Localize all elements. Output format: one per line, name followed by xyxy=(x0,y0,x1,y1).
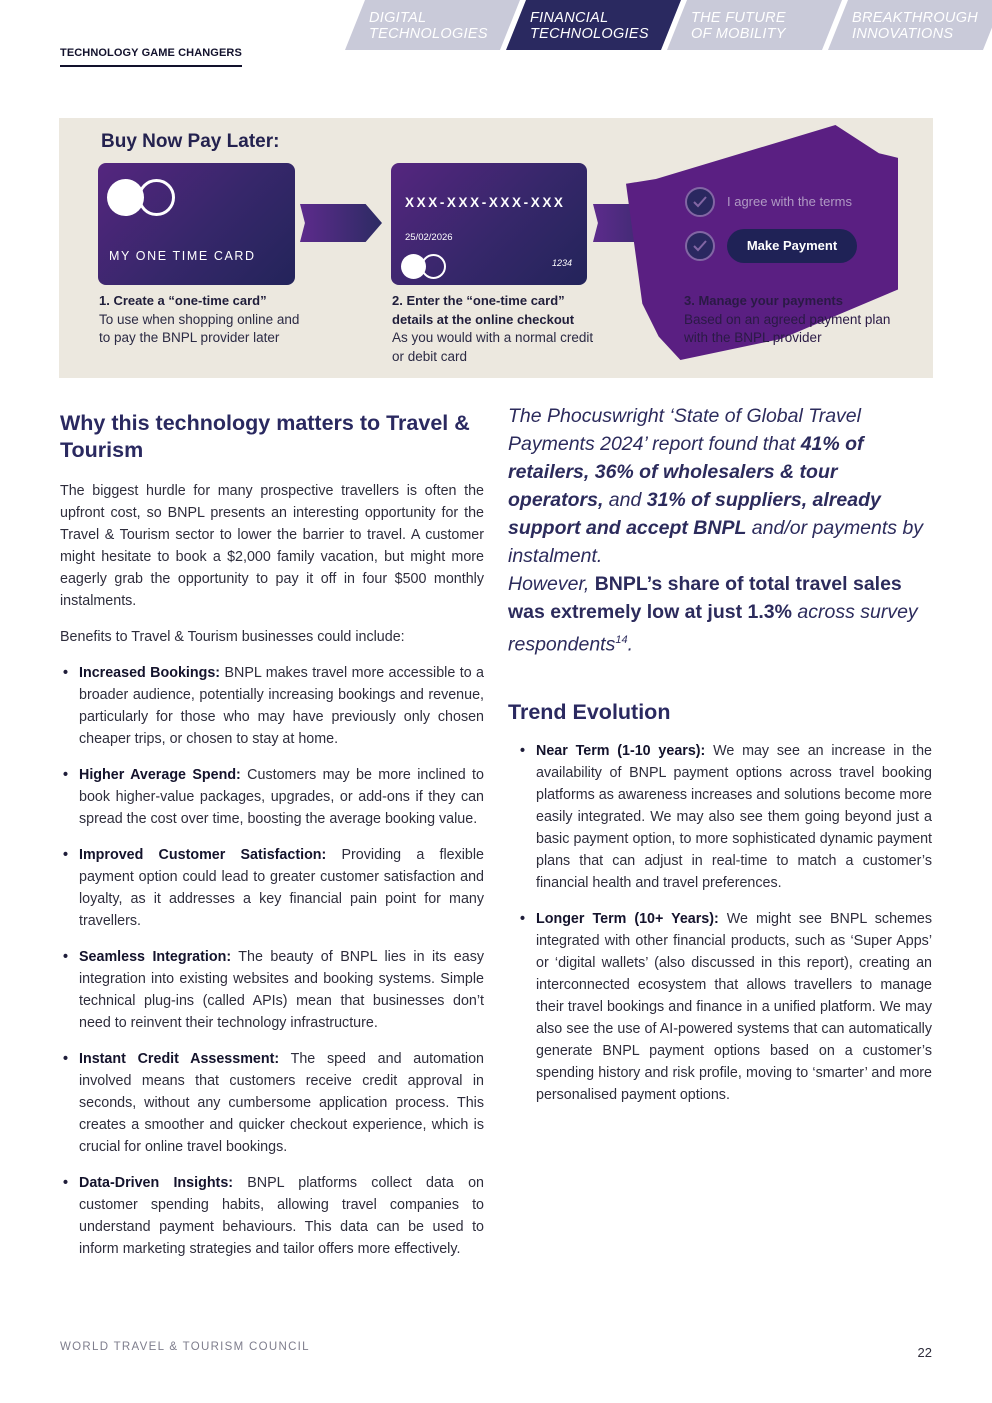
tab-financial-technologies[interactable] xyxy=(506,0,681,50)
trend-heading: Trend Evolution xyxy=(508,699,671,724)
why-intro-paragraph: The biggest hurdle for many prospective travellers is often the upfront cost, so BNPL presents an interesting opportunity for the Travel & Tourism sector to lower the barrier to travel. A customer might hesitate to book a $2,000 family vacation, but might more eagerly grab the opportunity to pay it off in four $500 monthly instalments. xyxy=(60,483,484,609)
tab-digital-technologies[interactable] xyxy=(345,0,520,50)
step-title: 1. Create a “one-time card” xyxy=(99,293,267,308)
benefits-list xyxy=(60,662,484,1260)
step-description: Based on an agreed payment plan with the BNPL provider xyxy=(684,311,891,345)
make-payment-button[interactable]: Make Payment xyxy=(727,229,857,263)
list-item: • Increased Bookings: BNPL makes travel more accessible to a broader audience, potentially increasing bookings and revenue, particularly for those who may have previously only chosen cheaper trips, or chosen to stay at home. xyxy=(60,662,484,750)
checkbox-check-icon[interactable] xyxy=(685,187,715,217)
step-1 xyxy=(99,292,314,348)
card-expiry-date: 25/02/2026 xyxy=(405,232,453,243)
card-code: 1234 xyxy=(551,258,572,268)
list-item: • Data-Driven Insights: BNPL platforms collect data on customer spending habits, allowing travel companies to understand payment behaviours. This data can be used to inform marketing strategies and tailor offers more effectively. xyxy=(60,1172,484,1260)
tab-label: BREAKTHROUGH INNOVATIONS xyxy=(852,10,979,42)
card-logo-ring xyxy=(421,254,446,279)
trend-list xyxy=(517,740,932,1106)
why-heading: Why this technology matters to Travel & Tourism xyxy=(60,411,470,462)
section-tabs xyxy=(345,0,992,50)
one-time-card-illustration xyxy=(98,163,295,285)
card-number: XXX-XXX-XXX-XXX xyxy=(405,195,566,210)
card-details-illustration xyxy=(391,163,587,285)
bnpl-infographic xyxy=(59,118,933,378)
list-item: • Higher Average Spend: Customers may be more inclined to book higher-value packages, upgrades, or add-ons if they can spread the cost over time, boosting the average booking value. xyxy=(60,764,484,830)
infographic-title: Buy Now Pay Later: xyxy=(101,131,280,152)
right-column xyxy=(508,402,932,1120)
section-kicker: TECHNOLOGY GAME CHANGERS xyxy=(60,47,242,67)
step-description: To use when shopping online and to pay the BNPL provider later xyxy=(99,311,300,345)
list-item: • Longer Term (10+ Years): We might see BNPL schemes integrated with other financial products, such as ‘Super Apps’ or ‘digital wallets’ (also discussed in this report), creating an interconnected ecosystem that allows travellers to manage their travel bookings and finance in a unified platform. We may also see the use of AI-powered systems that can automatically generate BNPL payment options based on a customer’s spending history and risk profile, moving to ‘smarter’ and more personalised payment options. xyxy=(517,908,932,1106)
footer-organization: WORLD TRAVEL & TOURISM COUNCIL xyxy=(60,1341,310,1353)
tab-label: DIGITAL TECHNOLOGIES xyxy=(369,10,488,42)
card-logo-ring xyxy=(138,179,175,216)
checkbox-check-icon[interactable] xyxy=(685,231,715,261)
list-item: • Instant Credit Assessment: The speed and automation involved means that customers receive credit approval in seconds, without any cumbersome application process. This creates a smoother and quicker checkout experience, which is crucial for online travel bookings. xyxy=(60,1048,484,1158)
list-item: • Seamless Integration: The beauty of BNPL lies in its easy integration into existing websites and booking systems. Simple technical plug-ins (called APIs) mean that businesses don’t need to reinvent their technology infrastructure. xyxy=(60,946,484,1034)
step-title: 3. Manage your payments xyxy=(684,293,843,308)
tab-label: FINANCIAL TECHNOLOGIES xyxy=(530,10,649,42)
card-holder-text: MY ONE TIME CARD xyxy=(109,249,256,263)
tab-breakthrough-innovations[interactable] xyxy=(828,0,992,50)
pull-quote: The Phocuswright ‘State of Global Travel Payments 2024’ report found that 41% of retailers, 36% of wholesalers & tour operators, and 31% of suppliers, already support and accept BNPL and/or payments by instalment. However, BNPL’s share of total travel sales was extremely low at just 1.3% across survey respondents$^{14}$. xyxy=(508,405,924,656)
why-section xyxy=(60,410,484,1274)
list-item: • Improved Customer Satisfaction: Providing a flexible payment option could lead to greater customer satisfaction and loyalty, as it addresses a key financial pain point for many travellers. xyxy=(60,844,484,932)
footnote-ref[interactable]: 14 xyxy=(615,634,628,646)
page-number: 22 xyxy=(917,1345,932,1360)
step-title: 2. Enter the “one-time card” details at the online checkout xyxy=(392,293,575,327)
list-item: • Near Term (1-10 years): We may see an increase in the availability of BNPL payment options across travel booking platforms as awareness increases and solutions become more easily integrated. We may also see them going beyond just a basic payment option, to more sophisticated dynamic payment plans that can adjust in real-time to match a customer’s financial health and travel preferences. xyxy=(517,740,932,894)
tab-label: THE FUTURE OF MOBILITY xyxy=(691,10,786,42)
step-2 xyxy=(392,292,607,366)
step-description: As you would with a normal credit or debit card xyxy=(392,330,594,364)
step-3 xyxy=(684,292,899,348)
agree-terms-label: I agree with the terms xyxy=(727,194,852,209)
benefits-lead: Benefits to Travel & Tourism businesses could include: xyxy=(60,629,405,645)
tab-future-of-mobility[interactable] xyxy=(667,0,842,50)
arrow-right-icon xyxy=(300,204,382,242)
